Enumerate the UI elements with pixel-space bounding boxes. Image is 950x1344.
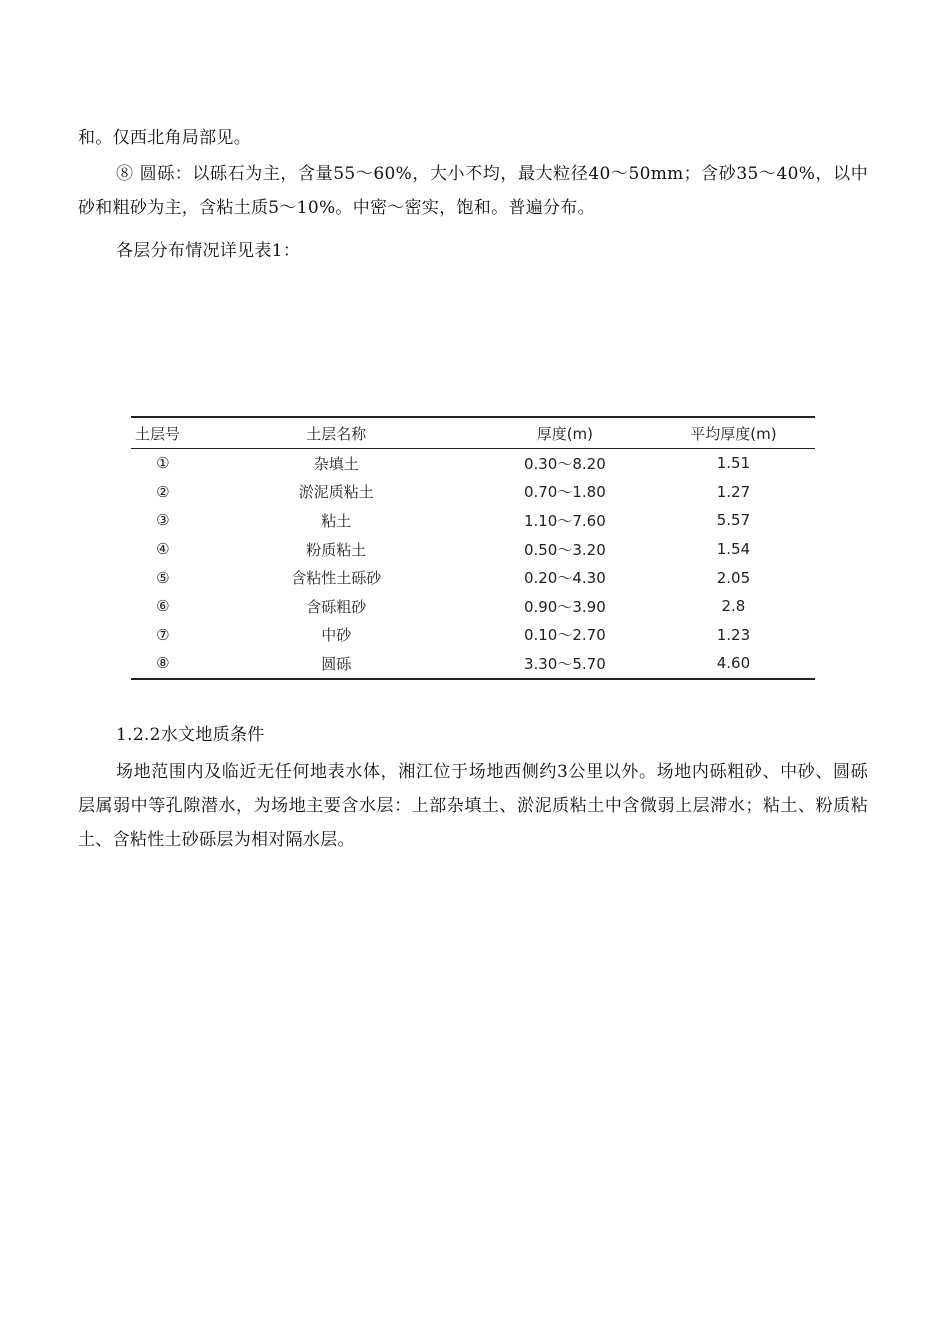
header-layer-no: 土层号 xyxy=(135,424,181,443)
cell-thickness: 0.50～3.20 xyxy=(523,540,606,559)
table-row xyxy=(131,649,815,679)
cell-layer-name: 中砂 xyxy=(321,626,352,645)
cell-avg-thickness: 4.60 xyxy=(716,654,751,673)
cell-thickness: 0.30～8.20 xyxy=(523,454,606,473)
cell-layer-name: 淤泥质粘土 xyxy=(298,483,374,502)
cell-thickness: 0.20～4.30 xyxy=(523,569,606,588)
cell-layer-name: 杂填土 xyxy=(313,454,359,473)
cell-layer-no: ⑤ xyxy=(156,568,170,587)
section-title-hydrogeology: 1.2.2水文地质条件 xyxy=(116,725,265,745)
cell-thickness: 0.90～3.90 xyxy=(523,597,606,616)
cell-avg-thickness: 1.23 xyxy=(716,625,751,644)
table-row xyxy=(131,592,815,621)
cell-layer-no: ④ xyxy=(156,540,170,559)
table-row xyxy=(131,563,815,592)
table-row xyxy=(131,449,815,478)
table-row xyxy=(131,621,815,650)
cell-thickness: 1.10～7.60 xyxy=(523,511,606,530)
cell-thickness: 3.30～5.70 xyxy=(523,654,606,673)
cell-layer-name: 圆砾 xyxy=(321,654,352,673)
cell-avg-thickness: 1.51 xyxy=(716,454,751,473)
cell-layer-no: ⑥ xyxy=(156,597,170,616)
paragraph-hydrogeology: 场地范围内及临近无任何地表水体，湘江位于场地西侧约3公里以外。场地内砾粗砂、中砂、圆砾层属弱中等孔隙潜水，为场地主要含水层：上部杂填土、淤泥质粘土中含微弱上层滞水；粘土、粉质粘土、含粘性土砂砾层为相对隔水层。 xyxy=(78,762,868,850)
soil-layer-table xyxy=(131,416,815,680)
cell-layer-name: 粉质粘土 xyxy=(306,540,367,559)
header-thickness: 厚度(m) xyxy=(536,424,594,443)
cell-thickness: 0.10～2.70 xyxy=(523,626,606,645)
cell-layer-no: ⑦ xyxy=(156,625,170,644)
paragraph-table-intro: 各层分布情况详见表1： xyxy=(116,241,301,261)
cell-layer-name: 含砾粗砂 xyxy=(306,597,367,616)
cell-layer-name: 粘土 xyxy=(321,511,352,530)
cell-layer-name: 含粘性土砾砂 xyxy=(291,569,382,588)
cell-avg-thickness: 5.57 xyxy=(716,511,751,530)
cell-avg-thickness: 2.05 xyxy=(716,568,751,587)
header-layer-name: 土层名称 xyxy=(306,424,367,443)
cell-avg-thickness: 2.8 xyxy=(721,597,746,616)
cell-layer-no: ① xyxy=(156,454,170,473)
table-row xyxy=(131,506,815,535)
cell-avg-thickness: 1.27 xyxy=(716,482,751,501)
table-row xyxy=(131,478,815,507)
header-avg-thickness: 平均厚度(m) xyxy=(690,424,777,443)
paragraph-continuation: 和。仅西北角局部见。 xyxy=(78,128,251,148)
paragraph-layer-8: ⑧ 圆砾：以砾石为主，含量55～60%，大小不均，最大粒径40～50mm；含砂35～40%，以中砂和粗砂为主，含粘土质5～10%。中密～密实，饱和。普遍分布。 xyxy=(78,164,868,218)
cell-avg-thickness: 1.54 xyxy=(716,540,751,559)
cell-thickness: 0.70～1.80 xyxy=(523,483,606,502)
cell-layer-no: ③ xyxy=(156,511,170,530)
cell-layer-no: ② xyxy=(156,482,170,501)
table-row xyxy=(131,535,815,564)
cell-layer-no: ⑧ xyxy=(156,654,170,673)
table-header-row xyxy=(131,417,815,449)
